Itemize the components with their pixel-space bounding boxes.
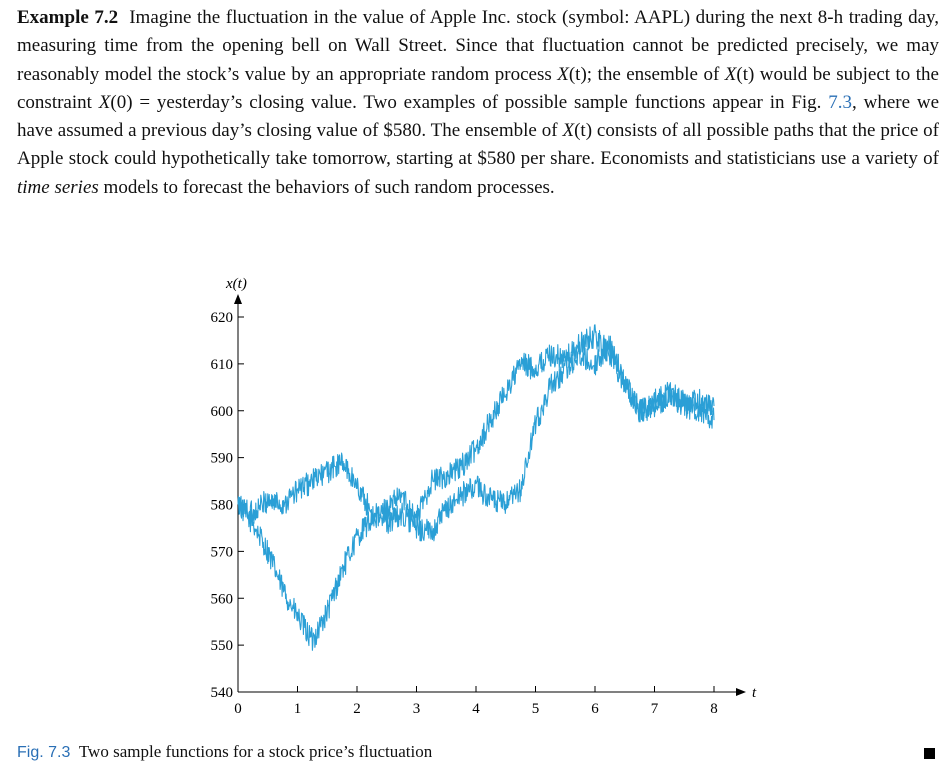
y-tick-label: 590 bbox=[210, 450, 233, 467]
chart-ticks bbox=[211, 310, 718, 717]
y-tick-label: 610 bbox=[210, 356, 233, 373]
x-axis-arrow bbox=[736, 688, 746, 696]
paragraph-text-7: models to forecast the behaviors of such random processes. bbox=[103, 176, 555, 198]
series-line-1 bbox=[238, 325, 714, 651]
y-tick-label: 560 bbox=[210, 591, 233, 608]
end-of-example-mark bbox=[924, 748, 935, 759]
figure-label: Fig. 7.3 bbox=[17, 744, 71, 761]
chart-series bbox=[238, 325, 714, 651]
x-tick-label: 0 bbox=[234, 701, 242, 717]
paragraph-text-5: , where we have assumed a previous day’s closing value of $580. The ensemble of bbox=[17, 91, 940, 142]
emphasis-time-series: time series bbox=[17, 176, 99, 198]
x-tick-label: 8 bbox=[710, 701, 718, 717]
var-x-2: X bbox=[724, 63, 737, 85]
x-tick-label: 6 bbox=[591, 701, 599, 717]
y-tick-label: 580 bbox=[210, 497, 233, 514]
x-tick-label: 2 bbox=[353, 701, 361, 717]
y-tick-label: 570 bbox=[210, 544, 233, 561]
y-axis-label: x(t) bbox=[226, 276, 247, 292]
x-axis-label: t bbox=[752, 685, 757, 701]
paragraph-text-3: (t) would be subject to the constraint bbox=[17, 63, 939, 113]
var-x-4: X bbox=[562, 120, 575, 142]
paragraph-text-2: (t); the ensemble of bbox=[568, 63, 720, 85]
figure-caption bbox=[17, 742, 432, 762]
y-tick-label: 600 bbox=[210, 403, 233, 420]
x-tick-label: 7 bbox=[650, 701, 659, 717]
y-tick-label: 620 bbox=[210, 310, 233, 326]
paragraph-text-6: (t) consists of all possible paths that the price of Apple stock could hypothetically take tomorrow, starting at $580 per share. Economists and statisticians use a variety of bbox=[17, 120, 940, 170]
example-label: Example 7.2 bbox=[17, 7, 119, 28]
series-line-2 bbox=[238, 336, 714, 541]
x-tick-label: 3 bbox=[412, 701, 421, 717]
y-axis-arrow bbox=[234, 294, 242, 304]
var-x-3: X bbox=[98, 91, 111, 113]
x-tick-label: 5 bbox=[531, 701, 540, 717]
figure-reference-link[interactable]: 7.3 bbox=[828, 91, 853, 113]
paragraph-text-1: Imagine the fluctuation in the value of Apple Inc. stock (symbol: AAPL) during the next 8-h trading day, measuring time from the opening bell on Wall Street. Since that fluctuation cannot be predicted precisely, we may reasonably model the stock’s value by an appropriate random process bbox=[17, 7, 940, 85]
y-tick-label: 550 bbox=[210, 638, 233, 655]
var-x-1: X bbox=[557, 63, 569, 85]
x-tick-label: 4 bbox=[472, 701, 480, 717]
y-tick-label: 540 bbox=[210, 685, 233, 701]
x-tick-label: 1 bbox=[293, 701, 302, 717]
caption-text: Two sample functions for a stock price’s fluctuation bbox=[78, 742, 433, 761]
paragraph-text-4: (0) = yesterday’s closing value. Two examples of possible sample functions appear in Fig. bbox=[110, 91, 822, 113]
